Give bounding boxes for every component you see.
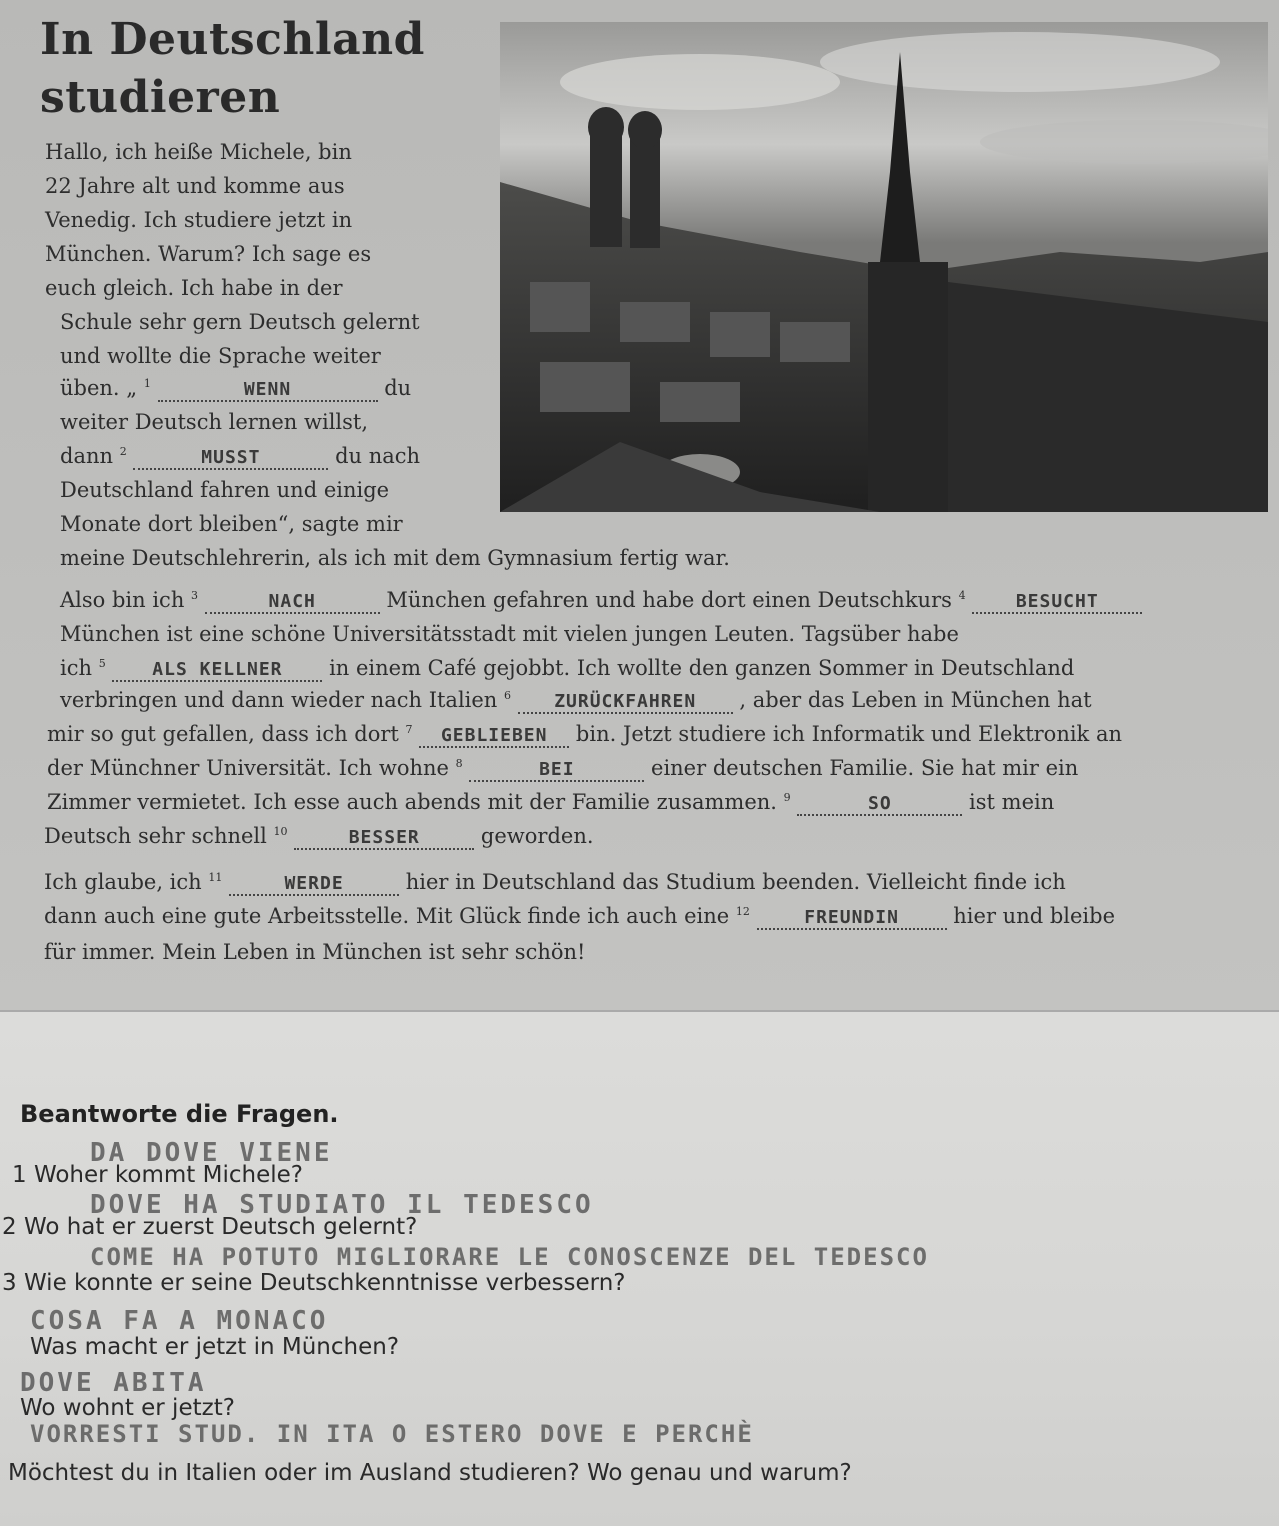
text-line: euch gleich. Ich habe in der — [45, 276, 343, 300]
handwritten-answer: WERDE — [284, 873, 344, 894]
blank-number: 5 — [98, 657, 106, 670]
gap-fill-blank[interactable] — [469, 756, 644, 782]
text-line — [47, 790, 1054, 816]
text-fragment: München gefahren und habe dort einen Deutschkurs — [386, 588, 952, 612]
blank-number: 9 — [783, 791, 791, 804]
blank-number: 11 — [208, 871, 223, 884]
question-2: 2 Wo hat er zuerst Deutsch gelernt? — [2, 1214, 418, 1240]
text-line — [60, 444, 420, 470]
text-fragment: Also bin ich — [60, 588, 185, 612]
text-fragment: der Münchner Universität. Ich wohne — [47, 756, 449, 780]
text-fragment: du nach — [335, 444, 421, 468]
text-fragment: üben. „ — [60, 376, 138, 400]
text-line — [60, 376, 411, 402]
handwritten-answer: NACH — [268, 591, 316, 612]
gap-fill-blank[interactable] — [972, 588, 1142, 614]
text-fragment: einer deutschen Familie. Sie hat mir ein — [651, 756, 1079, 780]
text-fragment: hier in Deutschland das Studium beenden. Vielleicht finde ich — [405, 870, 1066, 894]
text-line: München ist eine schöne Universitätsstadt mit vielen jungen Leuten. Tagsüber habe — [60, 622, 959, 646]
text-fragment: Deutsch sehr schnell — [44, 824, 267, 848]
text-line: Venedig. Ich studiere jetzt in — [45, 208, 353, 232]
handwritten-answer: BEI — [539, 759, 575, 780]
question-4: Was macht er jetzt in München? — [30, 1334, 400, 1360]
blank-number: 7 — [405, 723, 413, 736]
text-line: Deutschland fahren und einige — [60, 478, 390, 502]
text-line — [44, 870, 1066, 896]
gap-fill-blank[interactable] — [205, 588, 380, 614]
text-line: Hallo, ich heiße Michele, bin — [45, 140, 352, 164]
handwritten-answer[interactable]: DA DOVE VIENE — [90, 1138, 333, 1168]
handwritten-answer[interactable]: COME HA POTUTO MIGLIORARE LE CONOSCENZE DEL TEDESCO — [90, 1243, 929, 1271]
text-line — [47, 756, 1078, 782]
text-fragment: bin. Jetzt studiere ich Informatik und Elektronik an — [575, 722, 1123, 746]
blank-number: 8 — [455, 757, 463, 770]
blank-number: 6 — [504, 689, 512, 702]
questions-heading: Beantworte die Fragen. — [20, 1100, 339, 1128]
text-line — [60, 688, 1092, 714]
blank-number: 2 — [119, 445, 127, 458]
text-line — [44, 824, 594, 850]
text-line: 22 Jahre alt und komme aus — [45, 174, 345, 198]
question-3: 3 Wie konnte er seine Deutschkenntnisse verbessern? — [2, 1270, 626, 1296]
gap-fill-blank[interactable] — [112, 656, 322, 682]
handwritten-answer[interactable]: COSA FA A MONACO — [30, 1306, 329, 1336]
handwritten-answer[interactable]: DOVE ABITA — [20, 1368, 207, 1398]
text-line: und wollte die Sprache weiter — [60, 344, 381, 368]
text-fragment: geworden. — [480, 824, 594, 848]
text-fragment: verbringen und dann wieder nach Italien — [60, 688, 498, 712]
gap-fill-blank[interactable] — [518, 688, 733, 714]
text-fragment: Ich glaube, ich — [44, 870, 202, 894]
gap-fill-blank[interactable] — [797, 790, 962, 816]
handwritten-answer[interactable]: DOVE HA STUDIATO IL TEDESCO — [90, 1190, 594, 1220]
text-line: für immer. Mein Leben in München ist sehr schön! — [44, 940, 586, 964]
text-fragment: hier und bleibe — [953, 904, 1116, 928]
text-fragment: mir so gut gefallen, dass ich dort — [47, 722, 399, 746]
text-fragment: dann auch eine gute Arbeitsstelle. Mit Glück finde ich auch eine — [44, 904, 730, 928]
question-1: 1 Woher kommt Michele? — [12, 1162, 303, 1188]
text-fragment: ist mein — [969, 790, 1055, 814]
gap-fill-blank[interactable] — [419, 722, 569, 748]
blank-number: 3 — [191, 589, 199, 602]
handwritten-answer: BESUCHT — [1015, 591, 1099, 612]
gap-fill-blank[interactable] — [757, 904, 947, 930]
text-fragment: dann — [60, 444, 114, 468]
question-5: Wo wohnt er jetzt? — [20, 1395, 235, 1421]
handwritten-answer: BESSER — [348, 827, 420, 848]
text-fragment: Zimmer vermietet. Ich esse auch abends mit der Familie zusammen. — [47, 790, 777, 814]
question-6: Möchtest du in Italien oder im Ausland studieren? Wo genau und warum? — [8, 1460, 852, 1486]
text-line: Monate dort bleiben“, sagte mir — [60, 512, 403, 536]
text-line: Schule sehr gern Deutsch gelernt — [60, 310, 420, 334]
handwritten-answer: MUSST — [201, 447, 261, 468]
handwritten-answer: FREUNDIN — [804, 907, 899, 928]
text-fragment: in einem Café gejobbt. Ich wollte den ganzen Sommer in Deutschland — [329, 656, 1075, 680]
text-line: meine Deutschlehrerin, als ich mit dem Gymnasium fertig war. — [60, 546, 730, 570]
handwritten-answer: ALS KELLNER — [152, 659, 283, 680]
text-line — [60, 656, 1074, 682]
blank-number: 4 — [958, 589, 966, 602]
text-line: München. Warum? Ich sage es — [45, 242, 372, 266]
text-line — [60, 588, 1142, 614]
handwritten-answer[interactable]: VORRESTI STUD. IN ITA O ESTERO DOVE E PERCHÈ — [30, 1420, 754, 1448]
handwritten-answer: WENN — [243, 379, 292, 400]
gap-fill-blank[interactable] — [294, 824, 474, 850]
text-line — [47, 722, 1122, 748]
blank-number: 12 — [735, 905, 750, 918]
text-line — [44, 904, 1115, 930]
text-fragment: du — [384, 376, 412, 400]
text-fragment: ich — [60, 656, 93, 680]
gap-fill-blank[interactable] — [133, 444, 328, 470]
page-title-line-2: studieren — [40, 72, 281, 123]
blank-number: 1 — [143, 377, 151, 390]
text-fragment: , aber das Leben in München hat — [739, 688, 1092, 712]
text-line: weiter Deutsch lernen willst, — [60, 410, 369, 434]
handwritten-answer: ZURÜCKFAHREN — [554, 691, 697, 712]
handwritten-answer: SO — [868, 793, 892, 814]
page-title-line-1: In Deutschland — [40, 14, 425, 65]
blank-number: 10 — [273, 825, 288, 838]
gap-fill-blank[interactable] — [158, 376, 378, 402]
munich-cityscape-photo — [500, 22, 1268, 512]
gap-fill-blank[interactable] — [229, 870, 399, 896]
handwritten-answer: GEBLIEBEN — [440, 725, 548, 746]
